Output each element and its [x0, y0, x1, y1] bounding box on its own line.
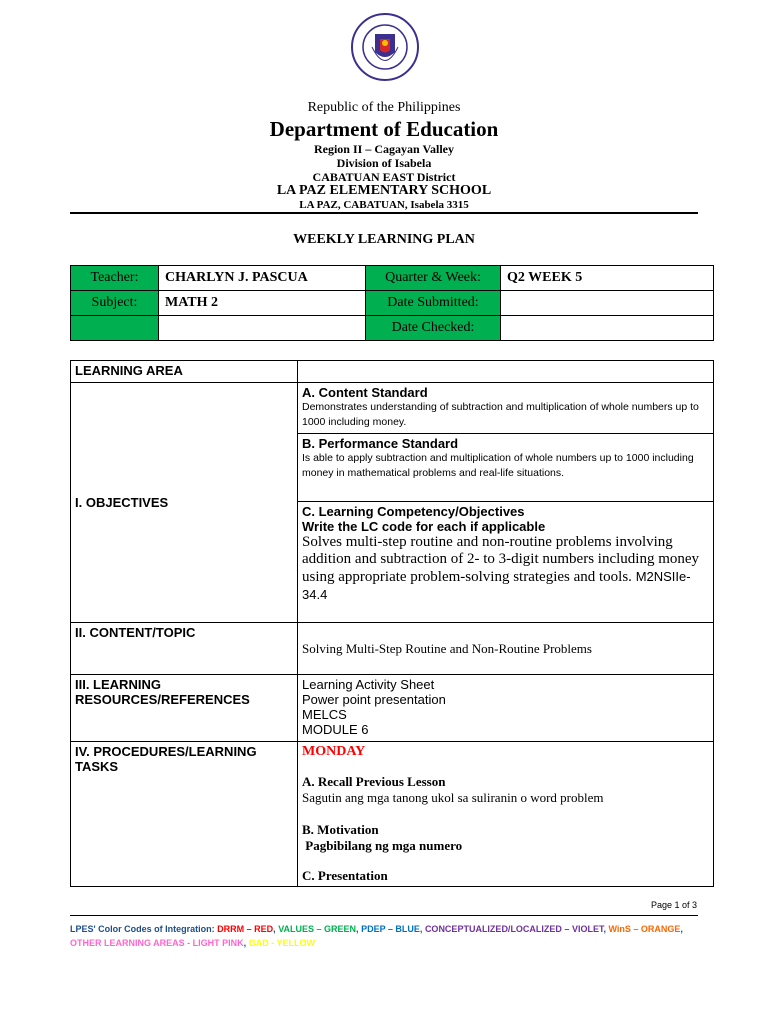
- color-code-item: OTHER LEARNING AREAS - LIGHT PINK: [70, 938, 244, 948]
- resource-item: Power point presentation: [302, 692, 446, 707]
- date-checked-label: Date Checked:: [366, 316, 501, 341]
- date-submitted-label: Date Submitted:: [366, 291, 501, 316]
- color-code-separator: ,: [273, 924, 279, 934]
- content-standard-title: A. Content Standard: [302, 385, 428, 400]
- presentation-title: C. Presentation: [302, 868, 388, 883]
- color-code-separator: ,: [419, 924, 425, 934]
- date-checked-value: [501, 316, 714, 341]
- quarter-label: Quarter & Week:: [366, 266, 501, 291]
- footer-divider: [70, 915, 698, 916]
- footer-prefix: LPES' Color Codes of Integration:: [70, 924, 218, 934]
- motivation-title: B. Motivation: [302, 822, 379, 837]
- resource-item: Learning Activity Sheet: [302, 677, 435, 692]
- teacher-value: CHARLYN J. PASCUA: [159, 266, 366, 291]
- empty-green-cell: [71, 316, 159, 341]
- color-code-item: CONCEPTUALIZED/LOCALIZED – VIOLET: [424, 924, 604, 934]
- content-standard-text: Demonstrates understanding of subtraction and multiplication of whole numbers up to 1000 including money.: [302, 401, 699, 428]
- color-code-item: DRRM – RED: [217, 924, 274, 934]
- header-school: LA PAZ ELEMENTARY SCHOOL: [276, 183, 492, 198]
- subject-label: Subject:: [71, 291, 159, 316]
- competency-subtitle: Write the LC code for each if applicable: [302, 519, 546, 534]
- learning-area-label: LEARNING AREA: [71, 361, 298, 383]
- resources-label: III. LEARNING RESOURCES/REFERENCES: [71, 675, 298, 742]
- motivation-text: Pagbibilang ng mga numero: [305, 838, 463, 853]
- header-division: Division of Isabela: [336, 156, 432, 170]
- header-department: Department of Education: [269, 117, 499, 141]
- color-code-separator: ,: [243, 938, 249, 948]
- header-region: Region II – Cagayan Valley: [313, 142, 455, 156]
- resource-item: MELCS: [302, 707, 347, 722]
- header-divider: [70, 212, 698, 214]
- content-topic-label: II. CONTENT/TOPIC: [71, 623, 298, 675]
- document-title: WEEKLY LEARNING PLAN: [293, 232, 475, 247]
- color-codes-footer: [70, 922, 698, 950]
- quarter-value: Q2 WEEK 5: [501, 266, 714, 291]
- learning-area-value: [298, 361, 714, 383]
- procedures-label: IV. PROCEDURES/LEARNING TASKS: [71, 742, 298, 887]
- header-district: CABATUAN EAST District: [312, 170, 456, 184]
- performance-standard-cell: [298, 434, 714, 502]
- procedures-cell: [298, 742, 714, 887]
- competency-text: Solves multi-step routine and non-routine problems involving addition and subtraction of 2- to 3-digit numbers including money using appropriate problem-solving strategies and tools.: [302, 534, 700, 585]
- recall-title: A. Recall Previous Lesson: [302, 774, 446, 789]
- header-address: LA PAZ, CABATUAN, Isabela 3315: [299, 199, 469, 211]
- resource-item: MODULE 6: [302, 722, 369, 737]
- performance-standard-text: Is able to apply subtraction and multiplication of whole numbers up to 1000 including money in mathematical problems and real-life situations.: [302, 452, 694, 479]
- color-code-item: VALUES – GREEN: [278, 924, 357, 934]
- color-code-item: PDEP – BLUE: [361, 924, 420, 934]
- color-code-item: GAD - YELLOW: [248, 938, 316, 948]
- content-topic-value: Solving Multi-Step Routine and Non-Routine Problems: [298, 623, 714, 675]
- date-submitted-value: [501, 291, 714, 316]
- competency-title: C. Learning Competency/Objectives: [302, 504, 525, 519]
- color-code-separator: ,: [603, 924, 609, 934]
- teacher-label: Teacher:: [71, 266, 159, 291]
- day-label: MONDAY: [302, 744, 366, 759]
- content-standard-cell: [298, 383, 714, 434]
- deped-seal-icon: [350, 12, 420, 82]
- competency-code: M2NSIIe-34.4: [302, 569, 691, 602]
- header-republic: Republic of the Philippines: [307, 100, 461, 115]
- performance-standard-title: B. Performance Standard: [302, 436, 459, 451]
- color-code-separator: ,: [680, 924, 683, 934]
- info-table: [70, 265, 714, 341]
- empty-cell: [159, 316, 366, 341]
- color-code-item: WinS – ORANGE: [608, 924, 681, 934]
- resources-cell: [298, 675, 714, 742]
- color-code-separator: ,: [356, 924, 362, 934]
- subject-value: MATH 2: [159, 291, 366, 316]
- page-number: Page 1 of 3: [651, 900, 698, 910]
- objectives-label: I. OBJECTIVES: [71, 383, 298, 623]
- plan-table: [70, 360, 714, 887]
- competency-cell: [298, 502, 714, 623]
- recall-text: Sagutin ang mga tanong ukol sa suliranin o word problem: [302, 790, 604, 805]
